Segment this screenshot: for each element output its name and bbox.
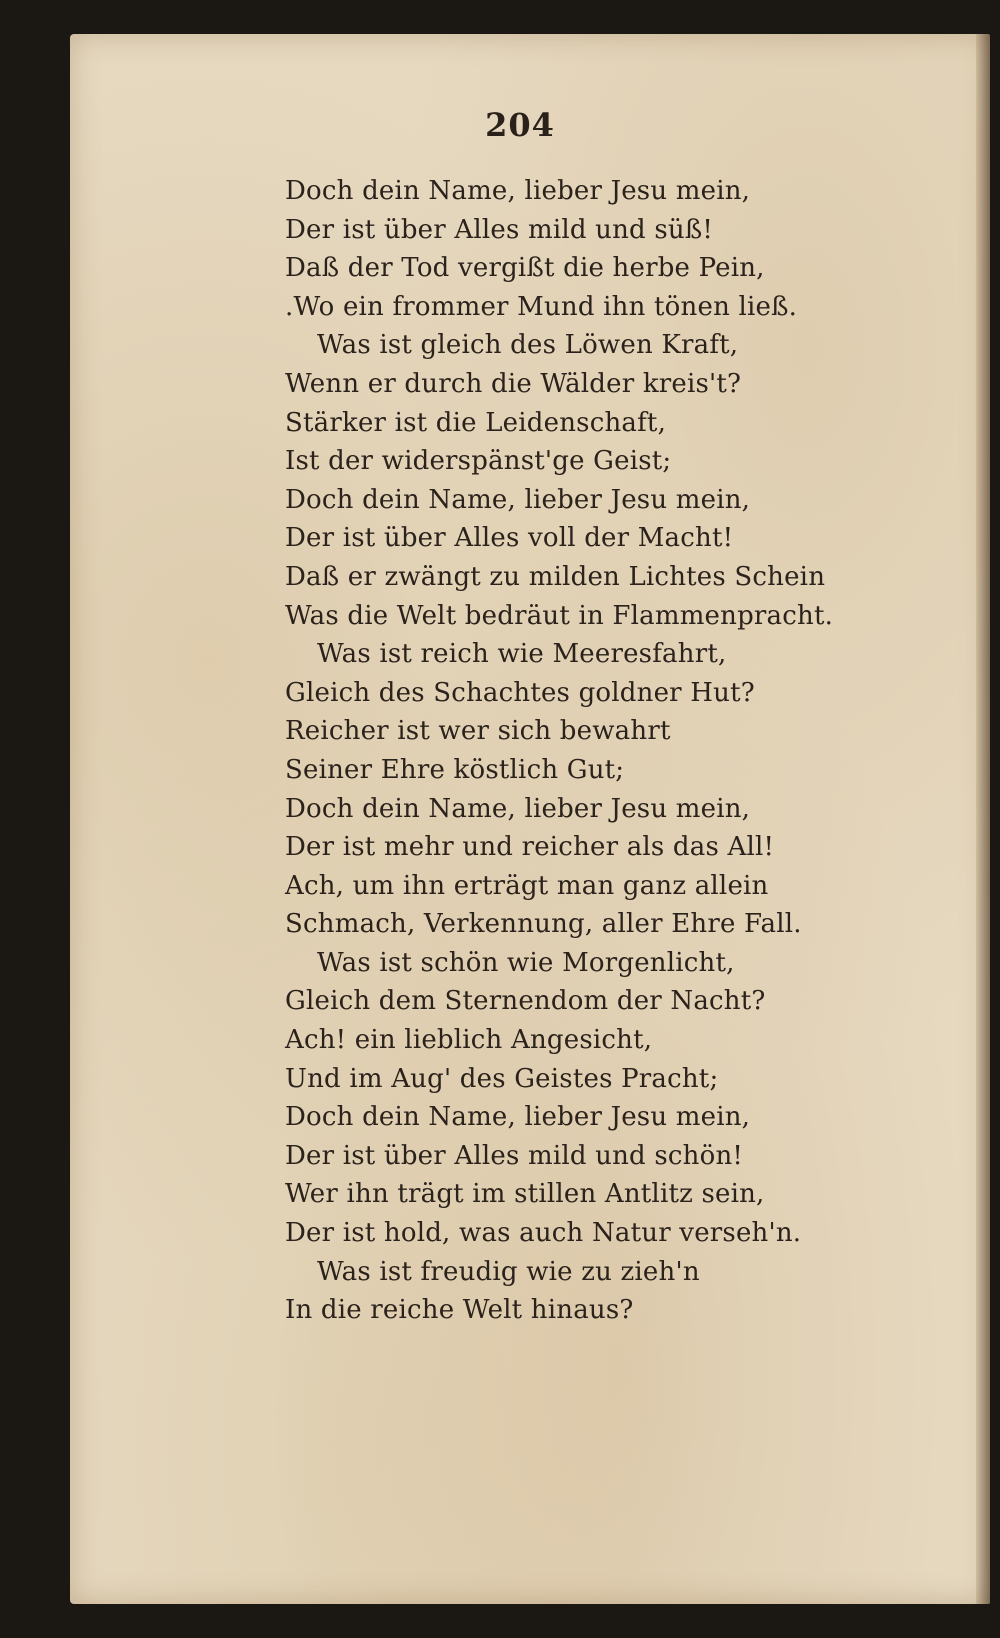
poem-line: .Wo ein frommer Mund ihn tönen ließ. [285,291,798,322]
poem-line: Daß der Tod vergißt die herbe Pein, [285,253,765,284]
poem-line: Was ist reich wie Meeresfahrt, [317,639,727,670]
poem-line: Wer ihn trägt im stillen Antlitz sein, [285,1179,765,1210]
poem-line: Ach! ein lieblich Angesicht, [285,1025,653,1056]
poem-line: Gleich dem Sternendom der Nacht? [285,986,766,1017]
poem-line: Gleich des Schachtes goldner Hut? [285,677,755,708]
poem-line: Der ist mehr und reicher als das All! [285,832,775,863]
poem-line: Doch dein Name, lieber Jesu mein, [285,1102,751,1133]
poem-line: Reicher ist wer sich bewahrt [285,716,671,747]
poem-line: Doch dein Name, lieber Jesu mein, [285,484,751,515]
poem-text [285,172,925,1330]
poem-line: In die reiche Welt hinaus? [285,1295,634,1326]
poem-line: Daß er zwängt zu milden Lichtes Schein [285,561,826,592]
poem-line: Seiner Ehre köstlich Gut; [285,754,625,785]
page-edge-shadow [976,34,990,1604]
poem-line: Was ist gleich des Löwen Kraft, [317,330,739,361]
poem-line: Was die Welt bedräut in Flammenpracht. [285,600,834,631]
poem-line: Und im Aug' des Geistes Pracht; [285,1063,719,1094]
poem-line: Was ist schön wie Morgenlicht, [317,947,735,978]
poem-line: Wenn er durch die Wälder kreis't? [285,368,742,399]
poem-line: Was ist freudig wie zu zieh'n [317,1256,700,1287]
poem-line: Der ist über Alles mild und schön! [285,1140,744,1171]
page-number: 204 [485,106,555,144]
poem-line: Doch dein Name, lieber Jesu mein, [285,176,751,206]
poem-line: Der ist über Alles mild und süß! [285,214,714,245]
paper-page [70,34,990,1604]
poem-line: Der ist über Alles voll der Macht! [285,523,734,554]
poem-line: Ist der widerspänst'ge Geist; [285,446,672,477]
poem-line: Doch dein Name, lieber Jesu mein, [285,793,751,824]
poem-line: Schmach, Verkennung, aller Ehre Fall. [285,909,802,940]
poem-line: Ach, um ihn erträgt man ganz allein [285,870,769,901]
poem-line: Der ist hold, was auch Natur verseh'n. [285,1218,802,1249]
poem-line: Stärker ist die Leidenschaft, [285,407,667,438]
